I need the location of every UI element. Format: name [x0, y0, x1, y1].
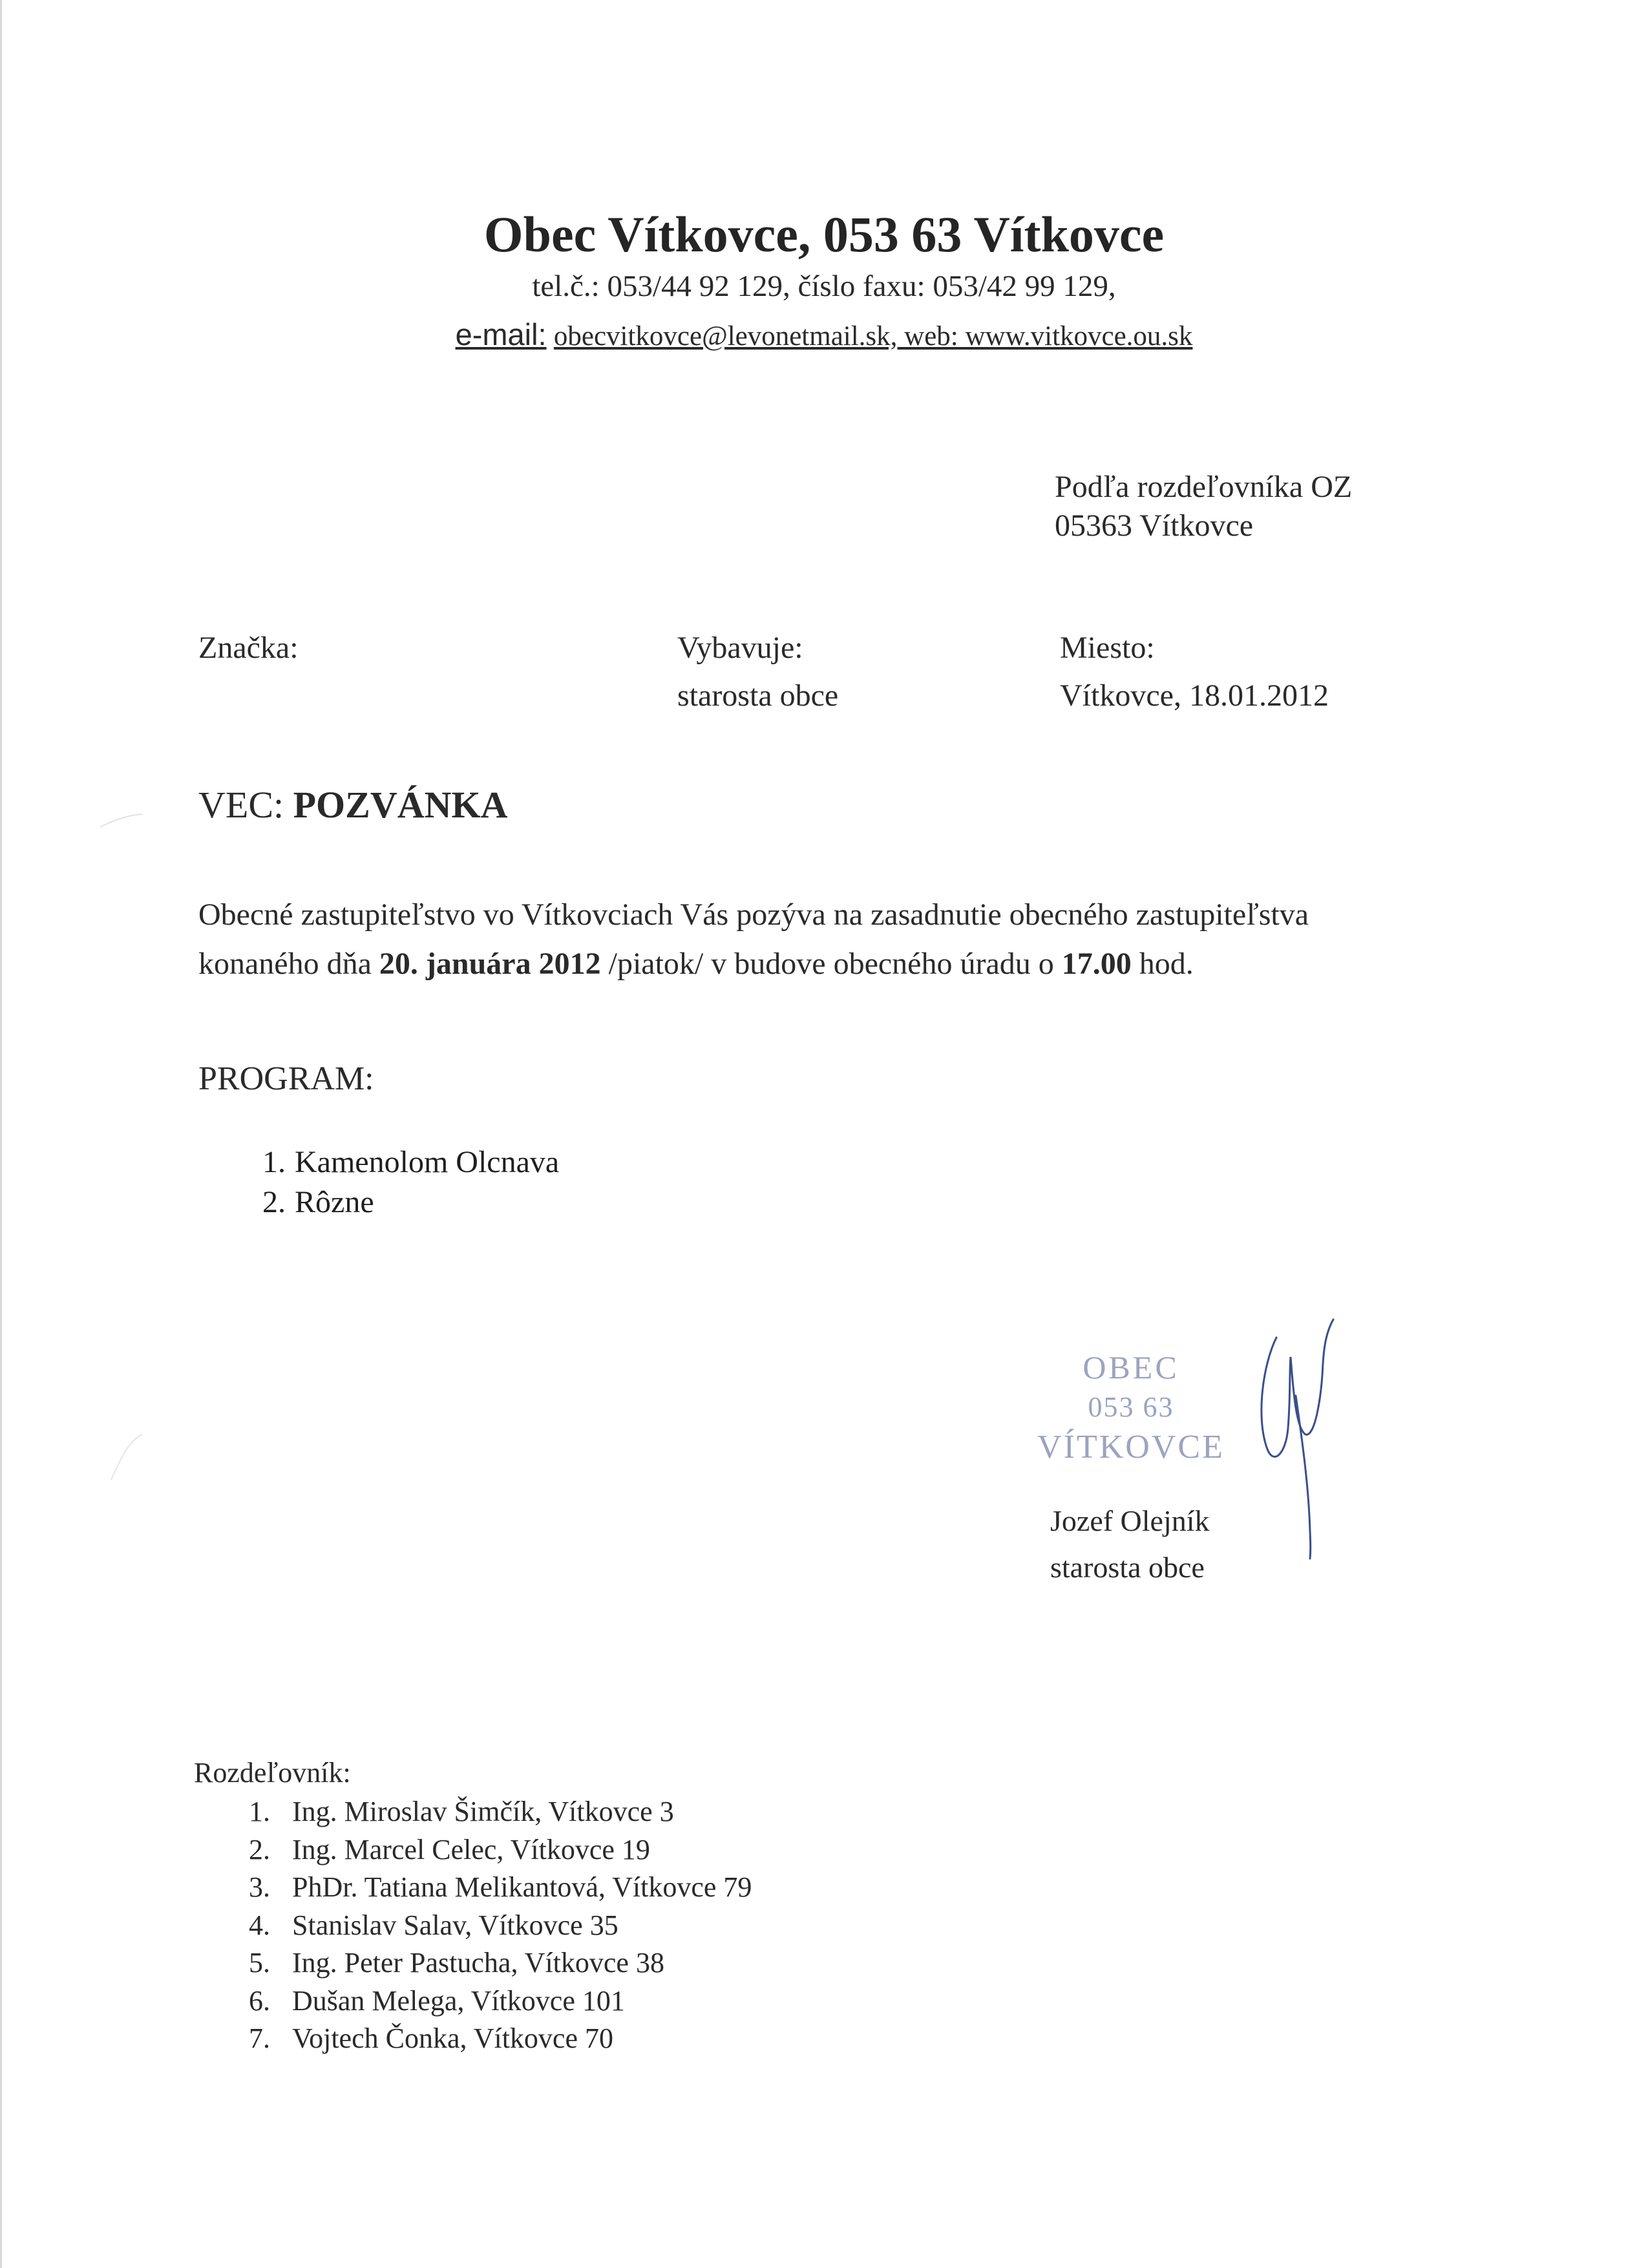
program-item [233, 1142, 559, 1182]
program-item [233, 1182, 559, 1223]
recipient-line-1: Podľa rozdeľovníka OZ [1055, 470, 1353, 504]
distribution-item-text: Ing. Marcel Celec, Vítkovce 19 [292, 1833, 650, 1865]
distribution-item [233, 1793, 752, 1831]
distribution-item-number: 2. [249, 1833, 270, 1865]
vybavuje-block [677, 624, 838, 720]
letterhead-title: Obec Vítkovce, 053 63 Vítkovce [483, 206, 1165, 262]
distribution-title: Rozdeľovník: [194, 1757, 351, 1789]
program-list [233, 1142, 559, 1223]
signer-block [1050, 1498, 1210, 1591]
distribution-item-text: Stanislav Salav, Vítkovce 35 [292, 1909, 618, 1941]
scan-mark-icon [103, 1428, 155, 1486]
vybavuje-label: Vybavuje: [677, 631, 803, 665]
distribution-item-text: Ing. Peter Pastucha, Vítkovce 38 [292, 1947, 664, 1979]
distribution-list [233, 1793, 752, 2058]
email-web-link[interactable]: obecvitkovce@levonetmail.sk, web: www.vitkovce.ou.sk [553, 321, 1193, 352]
invitation-text-c: hod. [1131, 947, 1194, 981]
official-stamp [1008, 1347, 1254, 1467]
program-item-number: 1. [262, 1145, 286, 1179]
subject-title: POZVÁNKA [293, 784, 508, 826]
subject-prefix: VEC: [198, 784, 293, 826]
program-item-text: Rôzne [295, 1185, 374, 1219]
distribution-item [233, 1982, 752, 2021]
distribution-item-number: 4. [249, 1909, 270, 1941]
letterhead-contact: tel.č.: 053/44 92 129, číslo faxu: 053/42 99 129, [532, 269, 1116, 303]
distribution-item-text: PhDr. Tatiana Melikantová, Vítkovce 79 [292, 1871, 752, 1903]
miesto-label: Miesto: [1060, 631, 1155, 665]
invitation-text-a: konaného dňa [198, 947, 379, 981]
distribution-item-text: Ing. Miroslav Šimčík, Vítkovce 3 [292, 1796, 674, 1827]
program-title: PROGRAM: [198, 1060, 374, 1097]
meeting-date: 20. januára 2012 [379, 947, 601, 981]
signature-icon [1251, 1318, 1347, 1577]
distribution-item [233, 2020, 752, 2058]
distribution-item-text: Vojtech Čonka, Vítkovce 70 [292, 2022, 613, 2054]
distribution-item-number: 5. [249, 1947, 270, 1979]
letterhead-email-web [0, 317, 1648, 352]
distribution-item [233, 1907, 752, 1945]
znacka-label: Značka: [198, 631, 299, 665]
distribution-item-number: 3. [249, 1871, 270, 1903]
subject-line [198, 783, 508, 826]
scan-mark-icon [97, 808, 149, 834]
stamp-line-1: OBEC [1083, 1349, 1179, 1385]
distribution-item [233, 1869, 752, 1907]
stamp-line-2: 053 63 [1088, 1391, 1174, 1423]
distribution-item [233, 1831, 752, 1869]
stamp-line-3: VÍTKOVCE [1037, 1429, 1225, 1465]
signer-role: starosta obce [1050, 1551, 1205, 1584]
program-item-number: 2. [262, 1185, 286, 1219]
meeting-time: 17.00 [1061, 947, 1132, 981]
invitation-text-b: /piatok/ v budove obecného úradu o [600, 947, 1062, 981]
email-label: e-mail: [455, 317, 547, 352]
distribution-item-number: 1. [249, 1796, 270, 1827]
signer-name: Jozef Olejník [1050, 1504, 1210, 1537]
recipient-line-2: 05363 Vítkovce [1055, 509, 1254, 543]
miesto-value: Vítkovce, 18.01.2012 [1060, 678, 1329, 713]
invitation-line-1: Obecné zastupiteľstvo vo Vítkovciach Vás pozýva na zasadnutie obecného zastupiteľstva [198, 898, 1309, 932]
vybavuje-value: starosta obce [677, 678, 839, 713]
distribution-item-text: Dušan Melega, Vítkovce 101 [292, 1984, 625, 2017]
distribution-item-number: 7. [249, 2022, 270, 2054]
invitation-text [198, 890, 1491, 989]
distribution-item-number: 6. [249, 1984, 270, 2017]
miesto-block [1060, 624, 1329, 720]
distribution-item [233, 1944, 752, 1982]
program-item-text: Kamenolom Olcnava [295, 1145, 560, 1179]
invitation-line-2 [198, 940, 1491, 989]
